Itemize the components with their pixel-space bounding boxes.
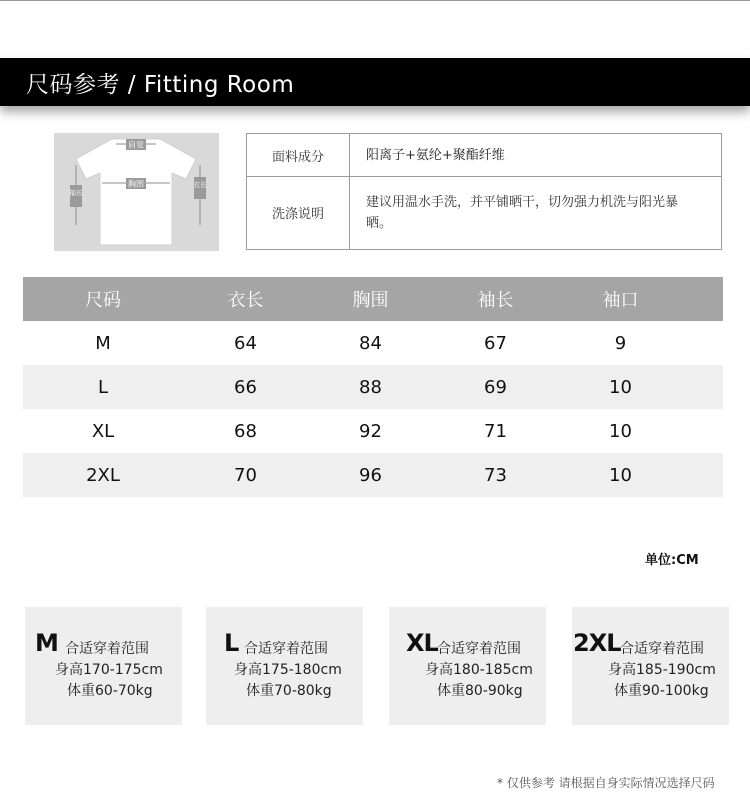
- fabric-row: [247, 134, 721, 177]
- disclaimer-note: * 仅供参考 请根据自身实际情况选择尺码: [497, 776, 715, 790]
- fit-range: 合适穿着范围: [65, 641, 149, 657]
- cell-length: 68: [234, 420, 257, 442]
- cell-sleeve: 73: [484, 464, 507, 486]
- cell-chest: 84: [359, 332, 382, 354]
- fabric-info-table: [246, 133, 722, 250]
- unit-label: 单位:CM: [645, 553, 699, 568]
- cell-cuff: 10: [609, 464, 632, 486]
- fit-weight: 体重90-100kg: [614, 683, 709, 699]
- garment-diagram: [54, 133, 219, 251]
- fabric-value: 阳离子+氨纶+聚酯纤维: [366, 147, 505, 163]
- cell-cuff: 10: [609, 420, 632, 442]
- header-sleeve: 袖长: [477, 290, 514, 311]
- cell-cuff: 9: [614, 332, 627, 354]
- top-divider: [0, 0, 750, 1]
- cell-sleeve: 69: [484, 376, 507, 398]
- fit-height: 身高185-190cm: [608, 662, 716, 678]
- header-length: 衣长: [227, 290, 264, 311]
- fit-range: 合适穿着范围: [437, 641, 521, 657]
- cell-length: 64: [234, 332, 257, 354]
- cell-sleeve: 71: [484, 420, 507, 442]
- table-row: [23, 321, 723, 365]
- fit-card-2xl: [572, 607, 729, 725]
- cell-size: 2XL: [86, 464, 120, 486]
- cell-length: 66: [234, 376, 257, 398]
- cell-chest: 92: [359, 420, 382, 442]
- fit-card-xl: [389, 607, 546, 725]
- page-title: 尺码参考 / Fitting Room: [26, 71, 295, 98]
- cell-size: XL: [91, 420, 115, 442]
- fit-size: M: [35, 629, 58, 657]
- washing-row: [247, 176, 721, 249]
- chest-label: 胸围: [128, 179, 144, 189]
- header-cuff: 袖口: [602, 290, 639, 311]
- size-chart-header: [23, 277, 723, 321]
- section-banner: [0, 58, 750, 106]
- washing-value: 建议用温水手洗，并平铺晒干，切勿强力机洗与阳光暴晒。: [366, 194, 679, 231]
- shoulder-label: 肩宽: [128, 140, 144, 150]
- header-chest: 胸围: [352, 290, 389, 311]
- fabric-label: 面料成分: [247, 134, 350, 176]
- fit-weight: 体重80-90kg: [437, 683, 523, 699]
- length-label: 衣长: [193, 181, 207, 189]
- sleeve-label: 袖长: [69, 189, 83, 197]
- fit-height: 身高180-185cm: [425, 662, 533, 678]
- size-chart: [23, 277, 723, 497]
- fit-card-m: [25, 607, 182, 725]
- cell-length: 70: [234, 464, 257, 486]
- fit-size: 2XL: [573, 629, 621, 657]
- table-row: [23, 409, 723, 453]
- cell-size: M: [95, 332, 111, 354]
- fit-card-l: [206, 607, 363, 725]
- washing-label: 洗涤说明: [247, 176, 350, 249]
- fit-height: 身高175-180cm: [234, 662, 342, 678]
- cell-size: L: [97, 376, 109, 398]
- cell-sleeve: 67: [484, 332, 507, 354]
- cell-chest: 96: [359, 464, 382, 486]
- header-size: 尺码: [85, 290, 121, 311]
- table-row: [23, 453, 723, 497]
- cell-chest: 88: [359, 376, 382, 398]
- fit-weight: 体重70-80kg: [246, 683, 332, 699]
- fit-size: L: [224, 629, 239, 657]
- fit-range: 合适穿着范围: [244, 641, 328, 657]
- fit-height: 身高170-175cm: [55, 662, 163, 678]
- fit-weight: 体重60-70kg: [67, 683, 153, 699]
- cell-cuff: 10: [609, 376, 632, 398]
- fit-size: XL: [406, 629, 438, 657]
- fit-range: 合适穿着范围: [620, 641, 704, 657]
- table-row: [23, 365, 723, 409]
- tshirt-illustration: [54, 133, 219, 251]
